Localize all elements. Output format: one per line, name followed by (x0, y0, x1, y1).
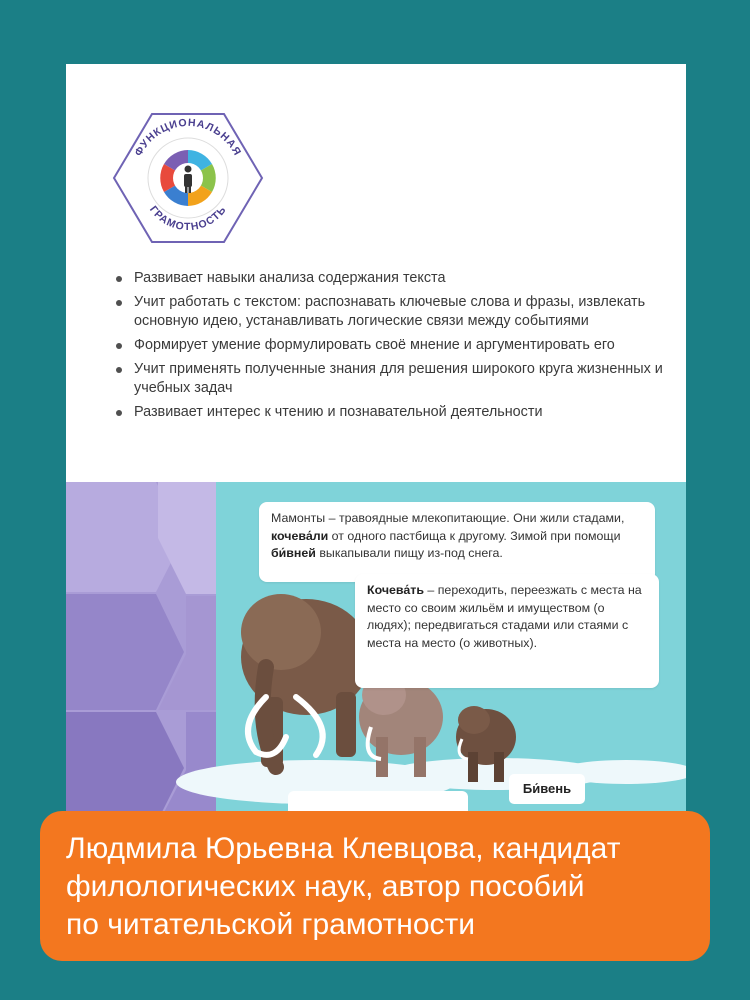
banner-line: Людмила Юрьевна Клевцова, кандидат (66, 832, 621, 865)
list-item (114, 336, 674, 355)
list-item-text: Учит работать с текстом: распознавать ключевые слова и фразы, извлекать основную идею, устанавливать логические связи между событиями (134, 294, 646, 329)
bullet-icon (116, 343, 122, 349)
list-item-text: Развивает интерес к чтению и познавательной деятельности (134, 404, 543, 420)
banner-line: филологических наук, автор пособий (66, 870, 585, 903)
list-item-text: Учит применять полученные знания для решения широкого круга жизненных и учебных задач (134, 361, 663, 396)
list-item-text: Формирует умение формулировать своё мнение и аргументировать его (134, 337, 615, 353)
list-item (114, 269, 674, 288)
book-page (66, 64, 686, 824)
definition-term: Кочева́ть (367, 583, 424, 597)
excerpt-text: выкапывали пищу из-под снега. (315, 546, 503, 560)
bullet-icon (116, 367, 122, 373)
key-word: кочева́ли (271, 528, 329, 543)
tusk-label: Би́вень (509, 774, 585, 804)
bullet-icon (116, 300, 122, 306)
list-item (114, 403, 674, 422)
excerpt-text: от одного пастбища к другому. Зимой при помощи (328, 528, 621, 543)
functional-literacy-logo (112, 112, 264, 244)
definition-text: – переходить, переезжать с места на место со своим жильём и имуществом (о людях); передвигаться стадами или стаями с места на место (о животных). (367, 583, 642, 650)
banner-line: по читательской грамотности (66, 908, 475, 941)
logo-bottom-text: ГРАМОТНОСТЬ (147, 203, 229, 234)
text-excerpt-box (259, 502, 655, 582)
list-item (114, 360, 674, 398)
key-word: би́вней (271, 546, 316, 560)
sample-page-illustration (66, 482, 686, 824)
author-banner (40, 811, 710, 961)
definition-box (355, 574, 659, 688)
page-top (66, 64, 686, 482)
list-item (114, 293, 674, 331)
bullet-icon (116, 410, 122, 416)
list-item-text: Развивает навыки анализа содержания текста (134, 270, 446, 286)
feature-list (114, 269, 674, 427)
bullet-icon (116, 276, 122, 282)
logo-top-text: ФУНКЦИОНАЛЬНАЯ (132, 116, 244, 159)
excerpt-text: Мамонты – травоядные млекопитающие. Они жили стадами, (271, 511, 625, 525)
